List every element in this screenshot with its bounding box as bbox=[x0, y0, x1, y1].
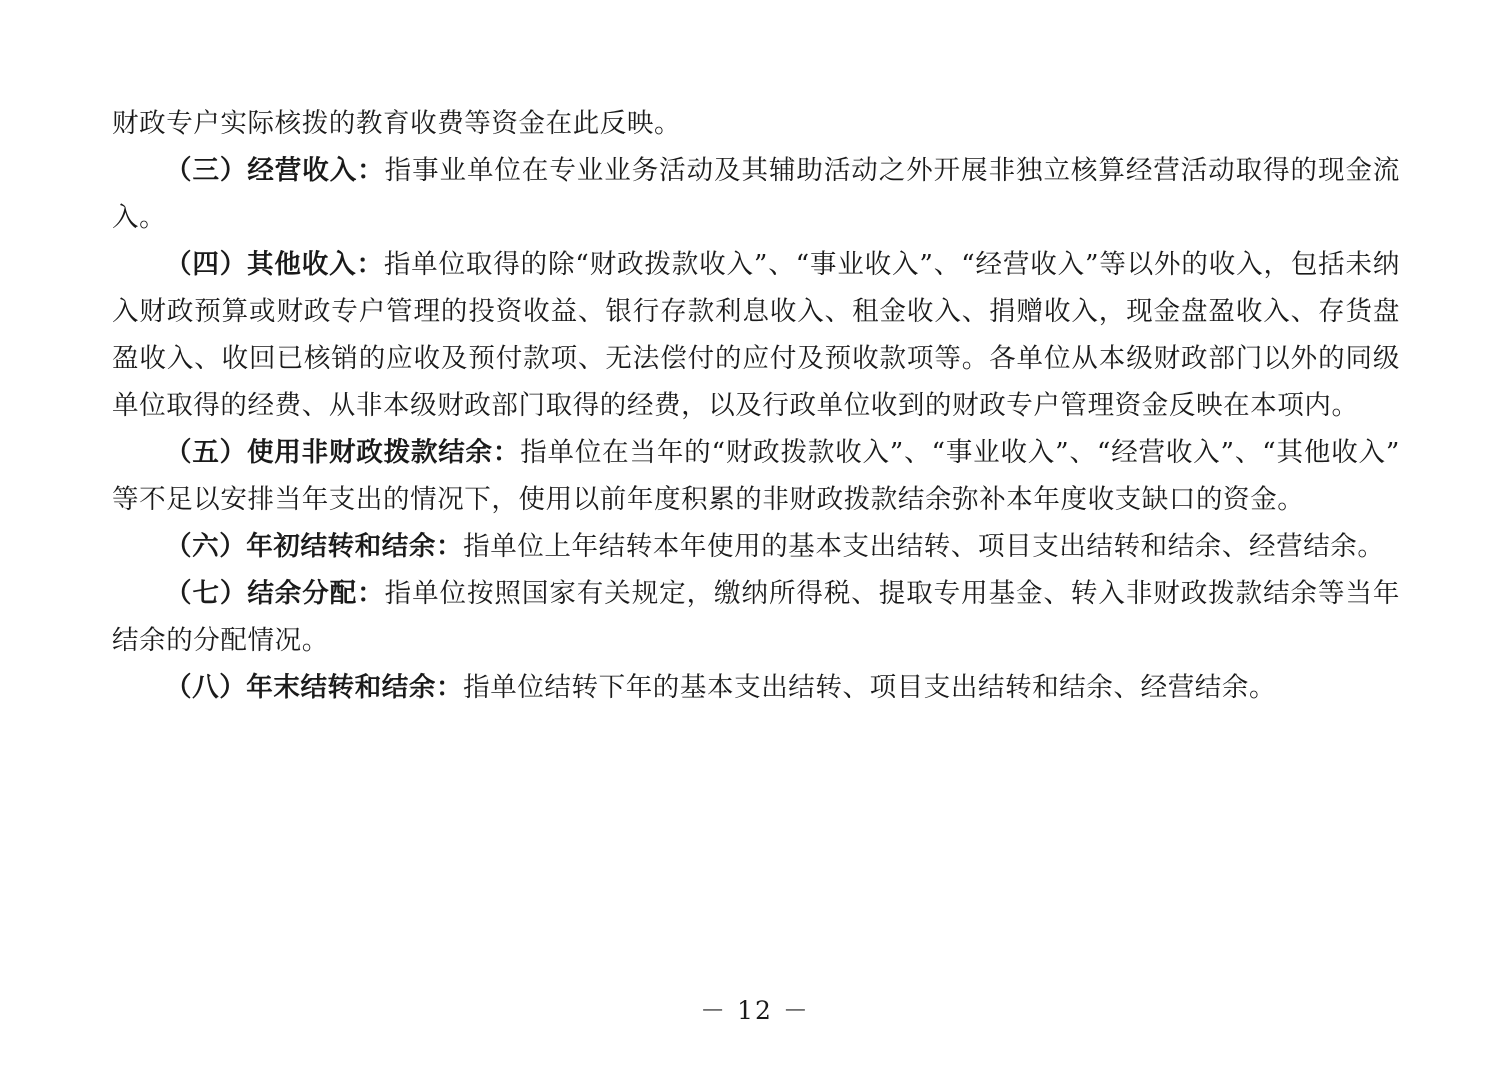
paragraph-text: 指单位按照国家有关规定，缴纳所得税、提取专用基金、转入非财政拨款结余等当年结余的分配情况。 bbox=[112, 578, 1400, 656]
paragraph-text: 指单位在当年的“财政拨款收入”、“事业收入”、“经营收入”、“其他收入”等不足以安排当年支出的情况下，使用以前年度积累的非财政拨款结余弥补本年度收支缺口的资金。 bbox=[112, 437, 1400, 515]
paragraph-text: 指单位取得的除“财政拨款收入”、“事业收入”、“经营收入”等以外的收入，包括未纳入财政预算或财政专户管理的投资收益、银行存款利息收入、租金收入、捐赠收入，现金盘盈收入、存货盘盈收入、收回已核销的应收及预付款项、无法偿付的应付及预收款项等。各单位从本级财政部门以外的同级单位取得的经费、从非本级财政部门取得的经费，以及行政单位收到的财政专户管理资金反映在本项内。 bbox=[112, 249, 1400, 421]
paragraph-lead: （八）年末结转和结余： bbox=[165, 672, 464, 703]
paragraph-item-7 bbox=[112, 570, 1400, 664]
paragraph-lead: （四）其他收入： bbox=[165, 249, 384, 280]
paragraph-lead: （五）使用非财政拨款结余： bbox=[165, 437, 521, 468]
document-body bbox=[112, 100, 1400, 711]
paragraph-text: 财政专户实际核拨的教育收费等资金在此反映。 bbox=[112, 108, 682, 139]
paragraph-text: 指事业单位在专业业务活动及其辅助活动之外开展非独立核算经营活动取得的现金流入。 bbox=[112, 155, 1400, 233]
page-number: － 12 － bbox=[700, 996, 810, 1025]
paragraph-item-5 bbox=[112, 429, 1400, 523]
paragraph-item-3 bbox=[112, 147, 1400, 241]
paragraph-text: 指单位结转下年的基本支出结转、项目支出结转和结余、经营结余。 bbox=[463, 672, 1277, 703]
paragraph-text: 指单位上年结转本年使用的基本支出结转、项目支出结转和结余、经营结余。 bbox=[463, 531, 1385, 562]
paragraph-item-4 bbox=[112, 241, 1400, 429]
paragraph-item-8 bbox=[112, 664, 1400, 711]
paragraph-lead: （七）结余分配： bbox=[165, 578, 385, 609]
paragraph-item-6 bbox=[112, 523, 1400, 570]
paragraph-lead: （三）经营收入： bbox=[165, 155, 385, 186]
paragraph-lead: （六）年初结转和结余： bbox=[165, 531, 464, 562]
paragraph-continued bbox=[112, 100, 1400, 147]
